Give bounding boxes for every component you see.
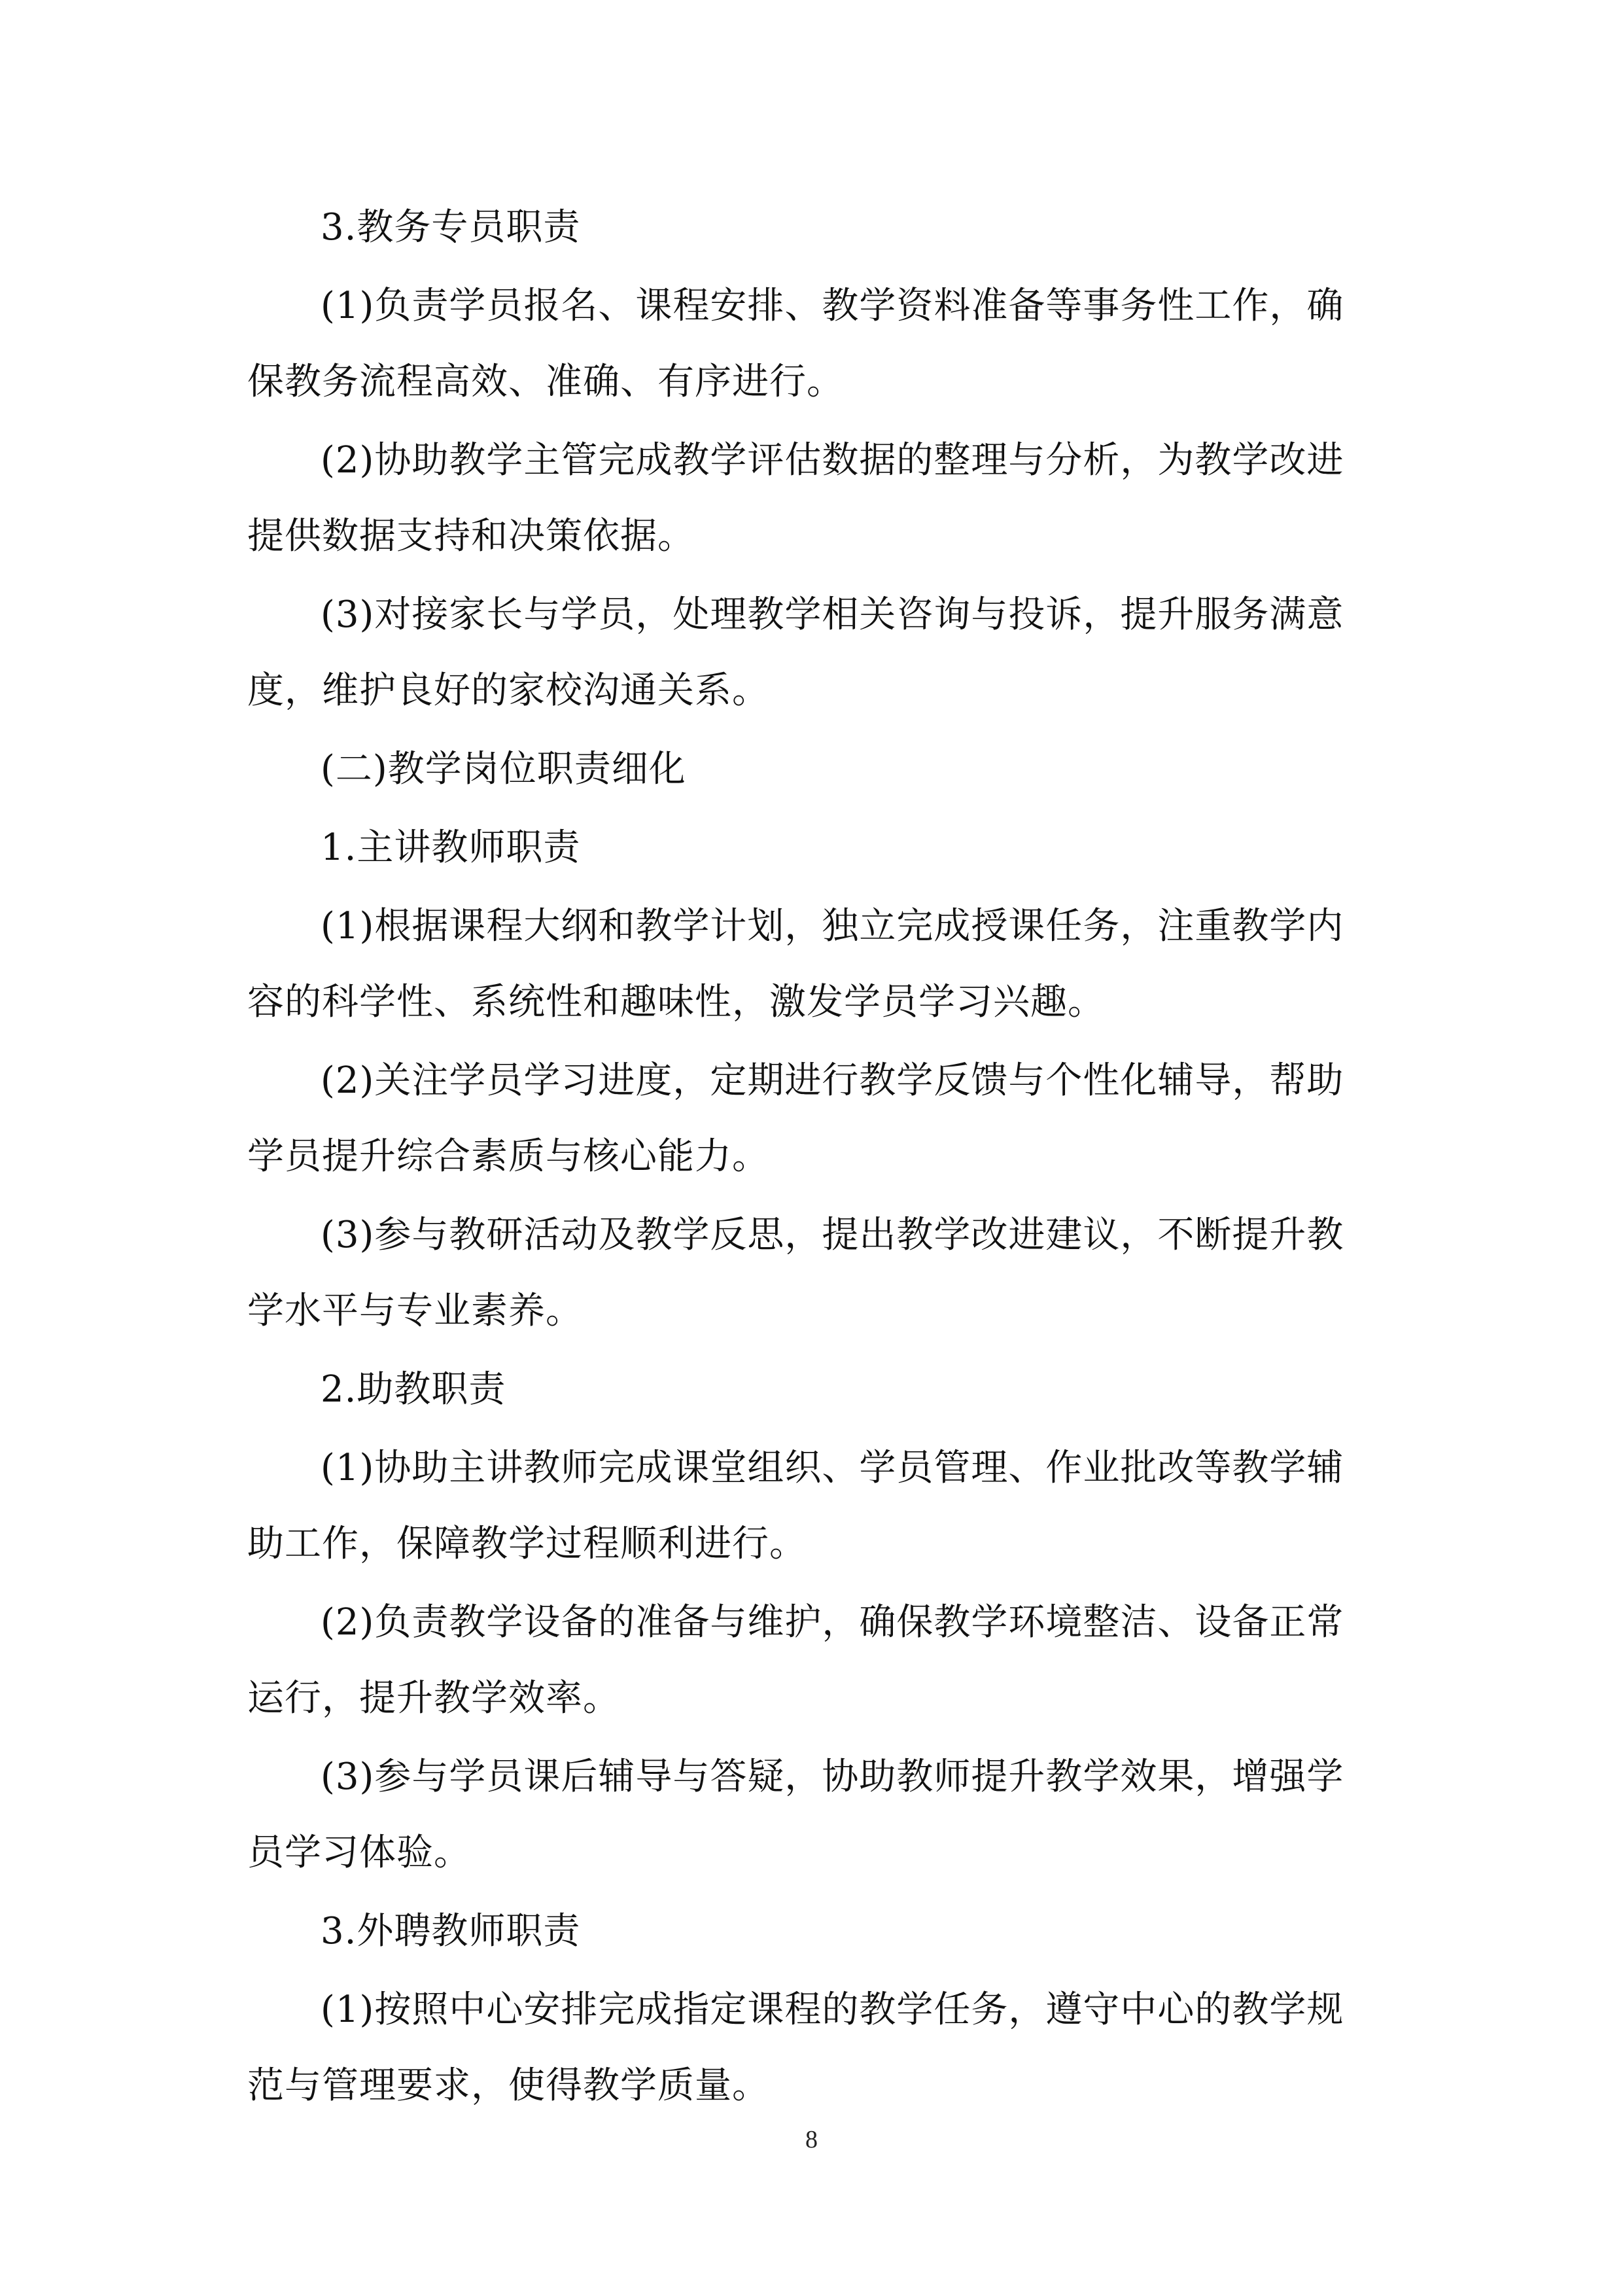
paragraph-line: 运行，提升教学效率。	[247, 1677, 620, 1720]
section-heading	[247, 732, 1386, 807]
paragraph-line: 学员提升综合素质与核心能力。	[247, 1135, 769, 1178]
page-number: 8	[805, 2126, 818, 2153]
paragraph-line: 3.教务专员职责	[321, 206, 581, 249]
paragraph-heading-3-academic-affairs	[247, 190, 1386, 266]
paragraph-item	[247, 1043, 1386, 1195]
paragraph-line: (2)负责教学设备的准备与维护，确保教学环境整洁、设备正常	[321, 1601, 1344, 1644]
paragraph-line: (1)按照中心安排完成指定课程的教学任务，遵守中心的教学规	[321, 1988, 1344, 2031]
subsection-heading	[247, 810, 1386, 886]
paragraph-item	[247, 1197, 1386, 1349]
paragraph-item	[247, 1430, 1386, 1582]
subsection-heading	[247, 1352, 1386, 1428]
paragraph-line: (1)根据课程大纲和教学计划，独立完成授课任务，注重教学内	[321, 905, 1344, 947]
paragraph-line: (3)参与教研活动及教学反思，提出教学改进建议，不断提升教	[321, 1214, 1344, 1256]
paragraph-line: 2.助教职责	[321, 1368, 506, 1411]
paragraph-item	[247, 268, 1386, 420]
paragraph-line: (2)协助教学主管完成教学评估数据的整理与分析，为教学改进	[321, 439, 1344, 482]
paragraph-line: 学水平与专业素养。	[247, 1290, 583, 1332]
paragraph-line: (3)参与学员课后辅导与答疑，协助教师提升教学效果，增强学	[321, 1756, 1344, 1798]
subsection-heading	[247, 1894, 1386, 1969]
paragraph-line: 3.外聘教师职责	[321, 1910, 581, 1952]
paragraph-line: 提供数据支持和决策依据。	[247, 515, 695, 557]
paragraph-line: 保教务流程高效、准确、有序进行。	[247, 361, 844, 403]
paragraph-line: (3)对接家长与学员，处理教学相关咨询与投诉，提升服务满意	[321, 593, 1344, 636]
paragraph-item	[247, 1972, 1386, 2124]
paragraph-line: (1)负责学员报名、课程安排、教学资料准备等事务性工作，确	[321, 285, 1344, 327]
paragraph-line: 员学习体验。	[247, 1831, 471, 1874]
paragraph-line: 度，维护良好的家校沟通关系。	[247, 669, 769, 712]
paragraph-item	[247, 1585, 1386, 1737]
paragraph-line: 1.主讲教师职责	[321, 826, 581, 869]
paragraph-line: 范与管理要求，使得教学质量。	[247, 2064, 769, 2107]
paragraph-item	[247, 1739, 1386, 1891]
paragraph-line: (二)教学岗位职责细化	[321, 748, 686, 790]
paragraph-line: 容的科学性、系统性和趣味性，激发学员学习兴趣。	[247, 981, 1105, 1023]
paragraph-item	[247, 577, 1386, 729]
paragraph-item	[247, 423, 1386, 574]
paragraph-line: (1)协助主讲教师完成课堂组织、学员管理、作业批改等教学辅	[321, 1447, 1344, 1489]
document-body	[247, 190, 1386, 2127]
paragraph-line: (2)关注学员学习进度，定期进行教学反馈与个性化辅导，帮助	[321, 1059, 1344, 1102]
paragraph-item	[247, 889, 1386, 1040]
paragraph-line: 助工作，保障教学过程顺利进行。	[247, 1523, 807, 1565]
